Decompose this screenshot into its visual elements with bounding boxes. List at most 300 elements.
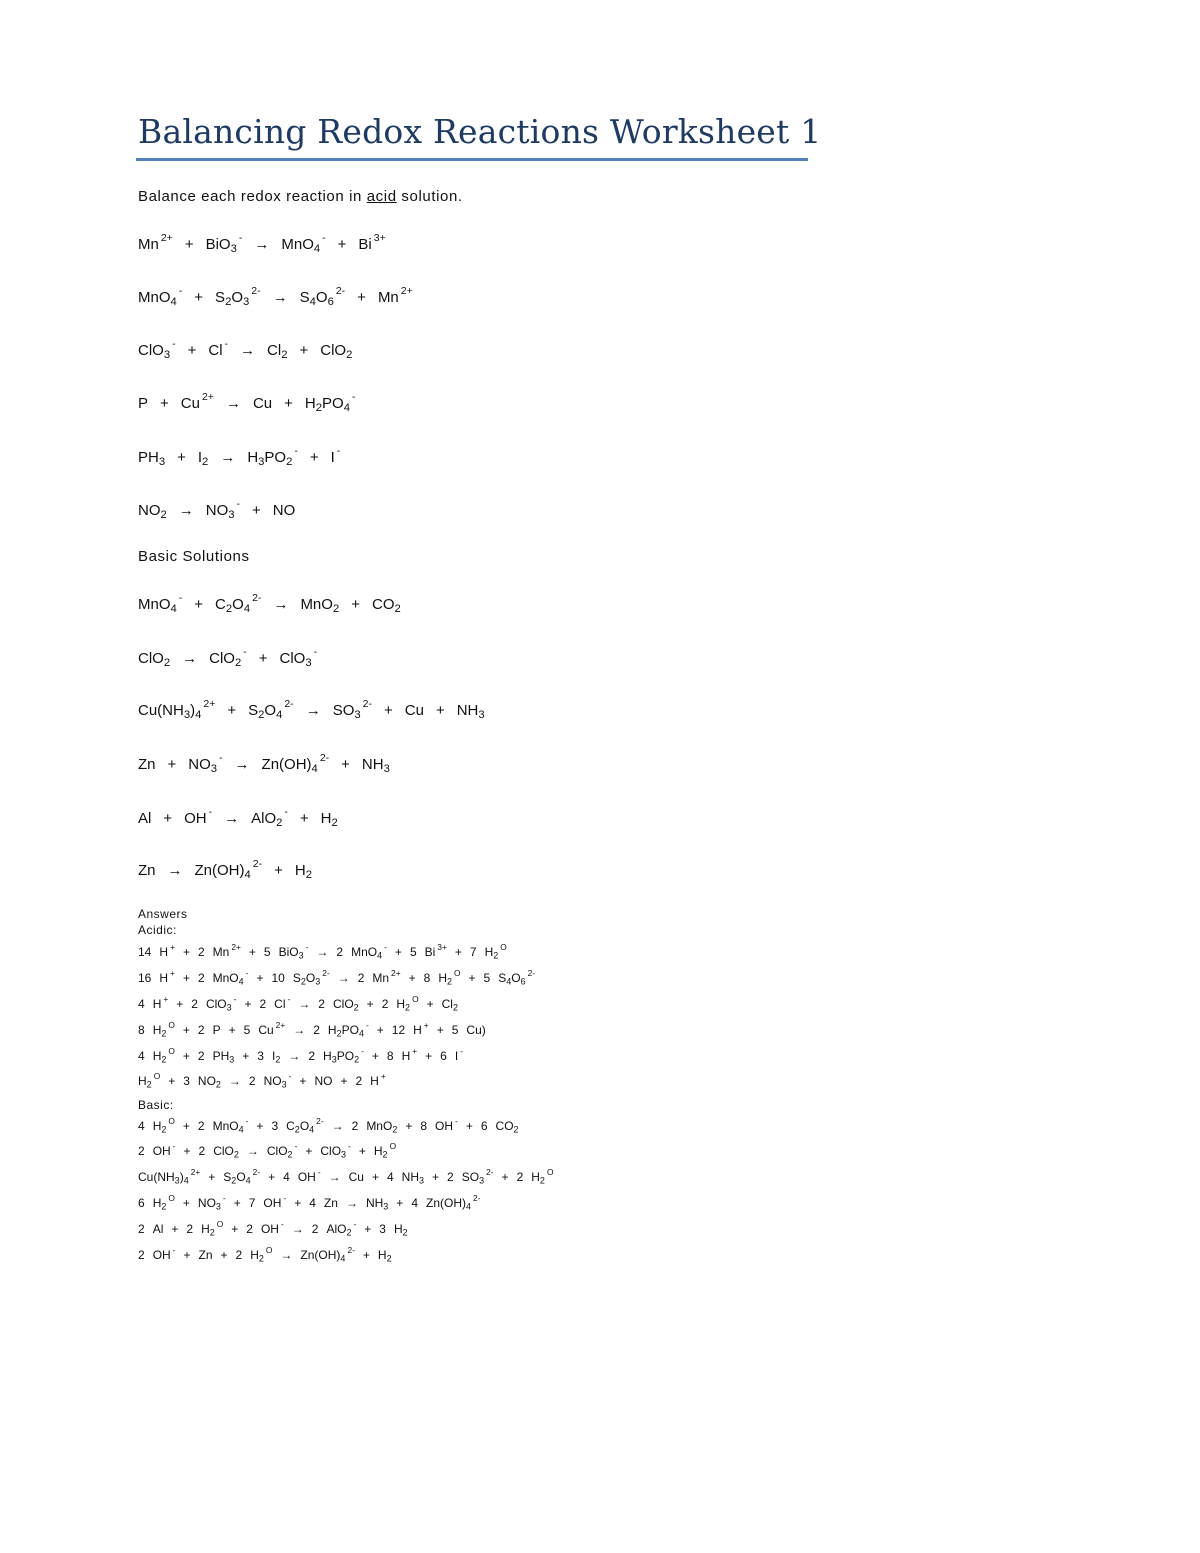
species	[197, 1192, 226, 1212]
plus-sign	[502, 1170, 509, 1184]
formula-text: Al	[138, 810, 152, 827]
formula-text: 2	[198, 1144, 206, 1158]
instruction-underlined-word: acid	[366, 188, 397, 205]
species	[292, 967, 330, 987]
subscript: 2	[146, 1079, 152, 1090]
formula-text: +	[371, 1170, 379, 1184]
charge-superscript: -	[245, 1115, 249, 1126]
charge-superscript: O	[500, 941, 507, 952]
formula-text: +	[184, 236, 194, 253]
formula-text: +	[340, 1074, 348, 1088]
instruction-line	[138, 188, 463, 205]
reaction-arrow	[229, 1074, 241, 1088]
plus-sign	[364, 1222, 371, 1236]
formula-text: ClO	[138, 342, 164, 359]
subscript: 2	[405, 1002, 411, 1013]
basic-solutions-heading: Basic Solutions	[138, 548, 250, 565]
charge-superscript: 3+	[437, 941, 447, 952]
plus-sign	[466, 1119, 473, 1133]
species	[180, 391, 214, 412]
formula-text: +	[299, 1074, 307, 1088]
page-title: Balancing Redox Reactions Worksheet 1	[138, 112, 822, 151]
charge-superscript: -	[208, 806, 213, 819]
formula-text: 5	[451, 1023, 459, 1037]
species	[138, 1070, 161, 1090]
subscript: 4	[244, 868, 251, 881]
plus-sign	[185, 236, 194, 253]
formula-text: 2	[197, 971, 205, 985]
species	[447, 1170, 454, 1184]
formula-text: →	[178, 502, 194, 519]
subscript: 3	[174, 1175, 180, 1186]
formula-text: →	[234, 756, 250, 773]
acidic-answer-6	[138, 1070, 394, 1090]
species	[138, 232, 173, 253]
formula-text: +	[284, 395, 293, 412]
charge-superscript: 2+	[400, 285, 413, 298]
formula-text: NO	[314, 1074, 333, 1088]
charge-superscript: 2+	[391, 967, 401, 978]
species	[205, 232, 243, 255]
formula-text: H	[413, 1023, 422, 1037]
formula-text: MnO	[138, 289, 171, 306]
charge-superscript: 2-	[486, 1166, 494, 1177]
subscript: 4	[313, 242, 321, 255]
formula-text: H	[294, 862, 306, 879]
formula-text: MnO	[300, 596, 333, 613]
formula-text: PH	[212, 1049, 230, 1063]
subscript: 4	[358, 1028, 364, 1039]
plus-sign	[372, 1049, 379, 1063]
formula-text: →	[273, 596, 289, 613]
reaction-arrow	[292, 1222, 304, 1236]
formula-text: Zn	[323, 1196, 338, 1210]
formula-text: NO	[138, 502, 161, 519]
species	[382, 997, 389, 1011]
formula-text: Zn	[138, 862, 156, 879]
basic-equation-3	[138, 698, 497, 721]
formula-text: MnO	[366, 1119, 393, 1133]
species	[457, 702, 485, 719]
formula-text: 8	[386, 1049, 394, 1063]
formula-text: Al	[152, 1222, 164, 1236]
formula-text: +	[396, 1196, 404, 1210]
plus-sign	[284, 395, 293, 412]
formula-text: MnO	[212, 971, 239, 985]
plus-sign	[176, 997, 183, 1011]
plus-sign	[425, 1049, 432, 1063]
formula-text: OH	[435, 1119, 454, 1133]
formula-text: NH	[456, 702, 479, 719]
charge-superscript: O	[389, 1140, 397, 1151]
formula-text: +	[364, 1222, 372, 1236]
formula-text: +	[294, 1196, 302, 1210]
formula-text: 2	[351, 1119, 359, 1133]
formula-text: OH	[297, 1170, 316, 1184]
formula-text: O	[232, 596, 244, 613]
formula-text: H	[152, 997, 162, 1011]
species	[205, 498, 241, 521]
species	[424, 971, 431, 985]
acidic-answer-1	[138, 941, 515, 961]
charge-superscript: -	[178, 592, 183, 605]
subscript: 2	[231, 1175, 237, 1186]
species	[362, 756, 390, 773]
subscript: 3	[479, 1175, 485, 1186]
subscript: 2	[386, 1253, 392, 1264]
reaction-arrow	[273, 596, 288, 613]
subscript: 2	[225, 295, 232, 308]
plus-sign	[183, 971, 190, 985]
charge-superscript: O	[153, 1070, 161, 1081]
species	[138, 1049, 145, 1063]
species	[253, 395, 272, 412]
subscript: 2	[287, 1149, 293, 1160]
formula-text: I	[271, 1049, 276, 1063]
acid-equation-3	[138, 338, 364, 361]
formula-text: OH	[184, 810, 207, 827]
subscript: 3	[258, 455, 265, 468]
formula-text: Cl	[267, 342, 282, 359]
formula-text: Cu(NH	[138, 702, 184, 719]
charge-superscript: -	[313, 646, 318, 659]
formula-text: 2	[138, 1144, 145, 1158]
charge-superscript: 2+	[275, 1019, 286, 1030]
formula-text: 4	[138, 1049, 145, 1063]
species	[138, 1196, 145, 1210]
plus-sign	[274, 862, 283, 879]
subscript: 2	[209, 1227, 215, 1238]
subscript: 3	[478, 708, 485, 721]
formula-text: +	[299, 810, 309, 827]
formula-text: 6	[138, 1196, 145, 1210]
species	[484, 971, 491, 985]
species	[263, 1192, 287, 1210]
charge-superscript: -	[178, 285, 183, 298]
formula-text: +	[408, 971, 416, 985]
species	[138, 1023, 145, 1037]
plus-sign	[340, 1074, 347, 1088]
formula-text: O	[305, 971, 316, 985]
charge-superscript: -	[317, 1166, 321, 1177]
charge-superscript: O	[168, 1115, 175, 1126]
formula-text: +	[182, 971, 190, 985]
formula-text: +	[194, 289, 204, 306]
charge-superscript: -	[236, 498, 241, 511]
species	[283, 1170, 290, 1184]
formula-text: +	[208, 1170, 216, 1184]
subscript: 2	[215, 1079, 221, 1090]
species	[159, 967, 175, 985]
charge-superscript: 2-	[252, 1166, 261, 1177]
formula-text: S	[248, 702, 259, 719]
species	[332, 698, 372, 721]
formula-text: 2	[197, 945, 205, 959]
subscript: 3	[419, 1175, 425, 1186]
formula-text: SO	[332, 702, 355, 719]
formula-text: →	[225, 395, 241, 412]
charge-superscript: 2+	[203, 698, 216, 711]
subscript: 2	[331, 816, 338, 829]
plus-sign	[183, 1248, 190, 1262]
formula-text: BiO	[278, 945, 299, 959]
species	[442, 997, 458, 1011]
plus-sign	[256, 971, 263, 985]
formula-text: S	[498, 971, 507, 985]
species	[496, 1119, 519, 1133]
basic-answer-5	[138, 1218, 416, 1238]
species	[138, 285, 183, 308]
formula-text: +	[256, 971, 264, 985]
species	[410, 945, 417, 959]
subscript: 3	[226, 1002, 232, 1013]
charge-superscript: -	[172, 1244, 176, 1255]
species	[251, 806, 288, 829]
reaction-arrow	[280, 1248, 292, 1262]
charge-superscript: -	[288, 1070, 292, 1081]
instruction-post: solution.	[396, 188, 463, 205]
subscript: 4	[238, 1124, 244, 1135]
subscript: 3	[383, 1201, 389, 1212]
formula-text: Bi	[358, 236, 372, 253]
plus-sign	[183, 1023, 190, 1037]
formula-text: ClO	[279, 650, 306, 667]
formula-text: +	[163, 810, 173, 827]
charge-superscript: +	[163, 993, 169, 1004]
formula-text: 3	[257, 1049, 264, 1063]
subscript: 3	[215, 1201, 221, 1212]
species	[236, 1248, 243, 1262]
subscript: 4	[243, 602, 251, 615]
plus-sign	[455, 945, 462, 959]
plus-sign	[436, 702, 445, 719]
species	[452, 1023, 459, 1037]
formula-text: 2	[248, 1074, 256, 1088]
subscript: 4	[276, 708, 283, 721]
formula-text: +	[366, 997, 374, 1011]
basic-answer-2	[138, 1140, 404, 1160]
species	[213, 1023, 221, 1037]
formula-text: PO	[341, 1023, 359, 1037]
formula-text: 2	[186, 1222, 194, 1236]
basic-answer-3	[138, 1166, 561, 1186]
species	[318, 997, 325, 1011]
charge-superscript: 2-	[252, 858, 263, 871]
plus-sign	[341, 756, 350, 773]
formula-text: 2	[197, 1119, 205, 1133]
formula-text: +	[299, 342, 309, 359]
plus-sign	[294, 1196, 301, 1210]
formula-text: +	[182, 1119, 190, 1133]
subscript: 4	[183, 1175, 189, 1186]
formula-text: +	[436, 1023, 444, 1037]
species	[481, 1119, 488, 1133]
subscript: 4	[466, 1201, 472, 1212]
subscript: 2	[258, 708, 265, 721]
species	[372, 967, 401, 985]
formula-text: SO	[461, 1170, 480, 1184]
subscript: 3	[298, 950, 304, 961]
formula-text: ClO	[138, 650, 164, 667]
charge-superscript: 2-	[362, 698, 372, 711]
subscript: 3	[383, 762, 390, 775]
species	[396, 993, 419, 1013]
formula-text: →	[316, 945, 329, 959]
charge-superscript: -	[351, 391, 356, 404]
species	[213, 1144, 239, 1158]
formula-text: 2	[516, 1170, 524, 1184]
reaction-arrow	[346, 1196, 358, 1210]
formula-text: NH	[361, 756, 384, 773]
plus-sign	[469, 971, 476, 985]
formula-text: 2	[308, 1049, 316, 1063]
formula-text: BiO	[205, 236, 231, 253]
species	[351, 941, 387, 961]
plus-sign	[249, 945, 256, 959]
charge-superscript: -	[460, 1045, 463, 1056]
formula-text: 2	[235, 1248, 243, 1262]
species	[320, 1140, 351, 1160]
charge-superscript: -	[283, 1192, 287, 1203]
species	[138, 1166, 201, 1186]
species	[378, 1248, 392, 1262]
plus-sign	[427, 997, 434, 1011]
formula-text: I	[454, 1049, 459, 1063]
species	[531, 1166, 554, 1186]
formula-text: Mn	[138, 236, 159, 253]
charge-superscript: +	[380, 1070, 386, 1081]
plus-sign	[183, 1049, 190, 1063]
species	[435, 1115, 458, 1133]
formula-text: I	[330, 449, 335, 466]
charge-superscript: +	[423, 1019, 429, 1030]
formula-text: H	[370, 1074, 379, 1088]
species	[198, 1119, 205, 1133]
plus-sign	[259, 650, 268, 667]
answers-label: Answers	[138, 907, 188, 921]
formula-text: O	[299, 1119, 310, 1133]
species	[138, 756, 156, 773]
species	[138, 502, 167, 519]
species	[401, 1045, 418, 1063]
subscript: 2	[161, 1201, 167, 1212]
formula-text: +	[465, 1119, 473, 1133]
formula-text: NH	[401, 1170, 420, 1184]
formula-text: PO	[322, 395, 344, 412]
formula-text: H	[159, 971, 169, 985]
subscript: 2	[294, 1124, 300, 1135]
subscript: 3	[341, 1149, 347, 1160]
charge-superscript: O	[454, 967, 461, 978]
species	[191, 997, 198, 1011]
plus-sign	[221, 1248, 228, 1262]
subscript: 3	[229, 1054, 235, 1065]
species	[323, 1045, 364, 1065]
charge-superscript: O	[412, 993, 419, 1004]
formula-text: H	[247, 449, 259, 466]
species	[438, 967, 461, 987]
formula-text: H	[159, 945, 169, 959]
species	[260, 1218, 284, 1236]
plus-sign	[372, 1170, 379, 1184]
subscript: 3	[354, 708, 361, 721]
formula-text: +	[231, 1222, 239, 1236]
acidic-answer-5	[138, 1045, 471, 1065]
subscript: 4	[170, 602, 177, 615]
charge-superscript: 2-	[252, 592, 262, 605]
charge-superscript: O	[265, 1244, 273, 1255]
subscript: 2	[161, 1028, 167, 1039]
subscript: 2	[202, 455, 209, 468]
formula-text: MnO	[138, 596, 171, 613]
species	[336, 945, 343, 959]
formula-text: 6	[440, 1049, 447, 1063]
formula-text: →	[288, 1049, 301, 1063]
formula-text: ClO	[266, 1144, 288, 1158]
formula-text: +	[182, 945, 190, 959]
formula-text: +	[468, 971, 476, 985]
species	[213, 1049, 235, 1063]
species	[188, 752, 223, 775]
charge-superscript: -	[384, 941, 387, 952]
formula-text: ClO	[320, 342, 347, 359]
formula-text: O	[231, 289, 243, 306]
species	[279, 646, 318, 669]
subscript: 3	[183, 708, 191, 721]
plus-sign	[359, 1144, 366, 1158]
plus-sign	[256, 1119, 263, 1133]
formula-text: H	[396, 997, 406, 1011]
species	[152, 1140, 176, 1158]
formula-text: 4	[283, 1170, 290, 1184]
subscript: 2	[354, 1054, 360, 1065]
plus-sign	[252, 502, 261, 519]
formula-text: +	[187, 342, 197, 359]
species	[358, 971, 365, 985]
plus-sign	[183, 945, 190, 959]
formula-text: 2	[191, 997, 198, 1011]
species	[272, 1049, 280, 1063]
reaction-arrow	[179, 502, 194, 519]
formula-text: +	[394, 945, 402, 959]
formula-text: MnO	[212, 1119, 239, 1133]
formula-text: +	[168, 1074, 176, 1088]
acid-equation-6	[138, 498, 307, 521]
species	[405, 702, 424, 719]
formula-text: H	[152, 1023, 162, 1037]
species	[138, 650, 170, 667]
reaction-arrow	[254, 236, 269, 253]
formula-text: +	[425, 1049, 433, 1063]
species	[199, 1248, 213, 1262]
species	[212, 967, 249, 987]
species	[300, 1244, 355, 1264]
charge-superscript: +	[170, 941, 175, 952]
formula-text: Cu	[252, 395, 273, 412]
species	[387, 1049, 394, 1063]
formula-text: Cu(NH	[138, 1170, 175, 1184]
formula-text: H	[484, 945, 494, 959]
plus-sign	[183, 1144, 190, 1158]
charge-superscript: -	[455, 1115, 458, 1126]
subscript: 2	[275, 1054, 281, 1065]
species	[159, 941, 175, 959]
subscript: 4	[311, 762, 318, 775]
formula-text: H	[152, 1049, 162, 1063]
formula-text: Cu	[404, 702, 424, 719]
formula-text: 5	[409, 945, 417, 959]
formula-text: →	[328, 1170, 341, 1184]
